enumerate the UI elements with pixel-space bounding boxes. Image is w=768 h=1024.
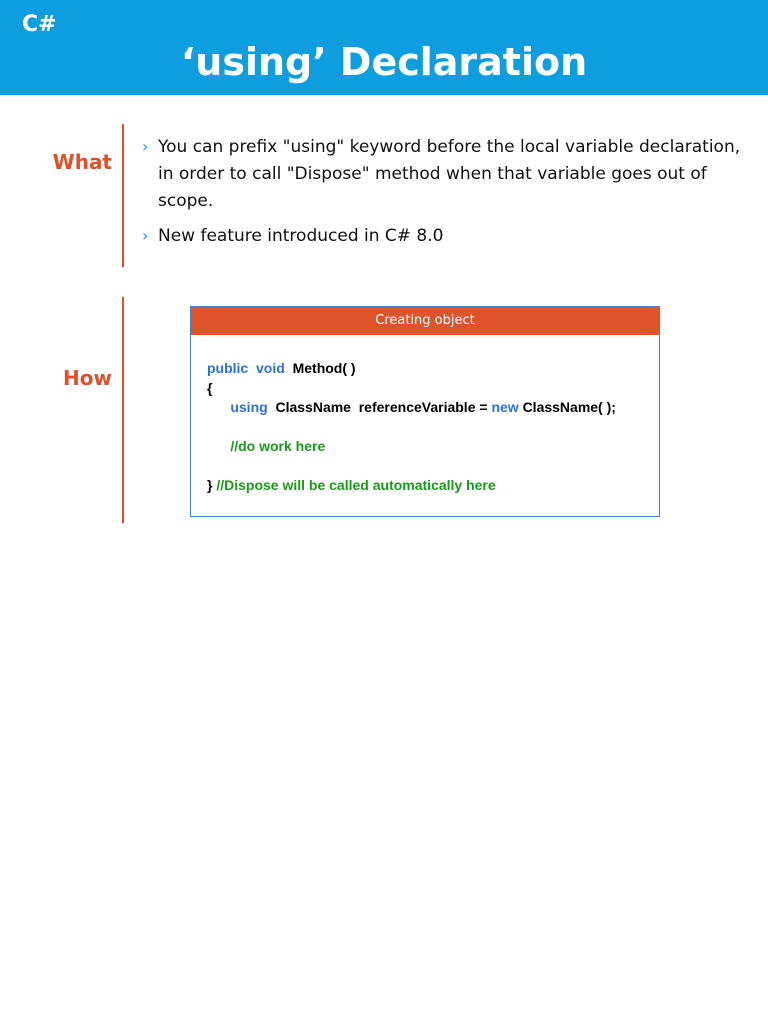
code-text: Method( ) xyxy=(292,360,356,376)
code-text: ClassName referenceVariable = xyxy=(275,399,488,415)
list-item xyxy=(142,134,742,215)
how-label: How xyxy=(63,366,112,390)
bullet-text: New feature introduced in C# 8.0 xyxy=(158,226,444,246)
chevron-right-icon: › xyxy=(142,137,149,156)
how-divider xyxy=(122,297,124,523)
page-title: ‘using’ Declaration xyxy=(180,40,588,84)
code-box-title: Creating object xyxy=(191,307,659,335)
chevron-right-icon: › xyxy=(142,226,149,245)
bullet-text: You can prefix "using" keyword before the local variable declaration, in order to call "Dispose" method when that variable goes out of scope. xyxy=(158,137,741,211)
code-keyword: using xyxy=(230,399,268,415)
what-label: What xyxy=(52,150,112,174)
code-text: } xyxy=(207,477,213,493)
what-divider xyxy=(122,124,124,267)
code-box xyxy=(190,306,660,517)
list-item xyxy=(142,223,742,250)
header-bar xyxy=(0,0,768,95)
code-comment: //do work here xyxy=(230,438,326,454)
code-keyword: public xyxy=(207,360,249,376)
code-keyword: new xyxy=(491,399,519,415)
code-text: ClassName( ); xyxy=(522,399,616,415)
language-label: C# xyxy=(22,12,57,37)
code-block xyxy=(207,359,616,496)
code-comment: //Dispose will be called automatically here xyxy=(216,477,496,493)
code-text: { xyxy=(207,379,213,396)
code-keyword: void xyxy=(256,360,285,376)
what-bullets xyxy=(142,134,742,258)
